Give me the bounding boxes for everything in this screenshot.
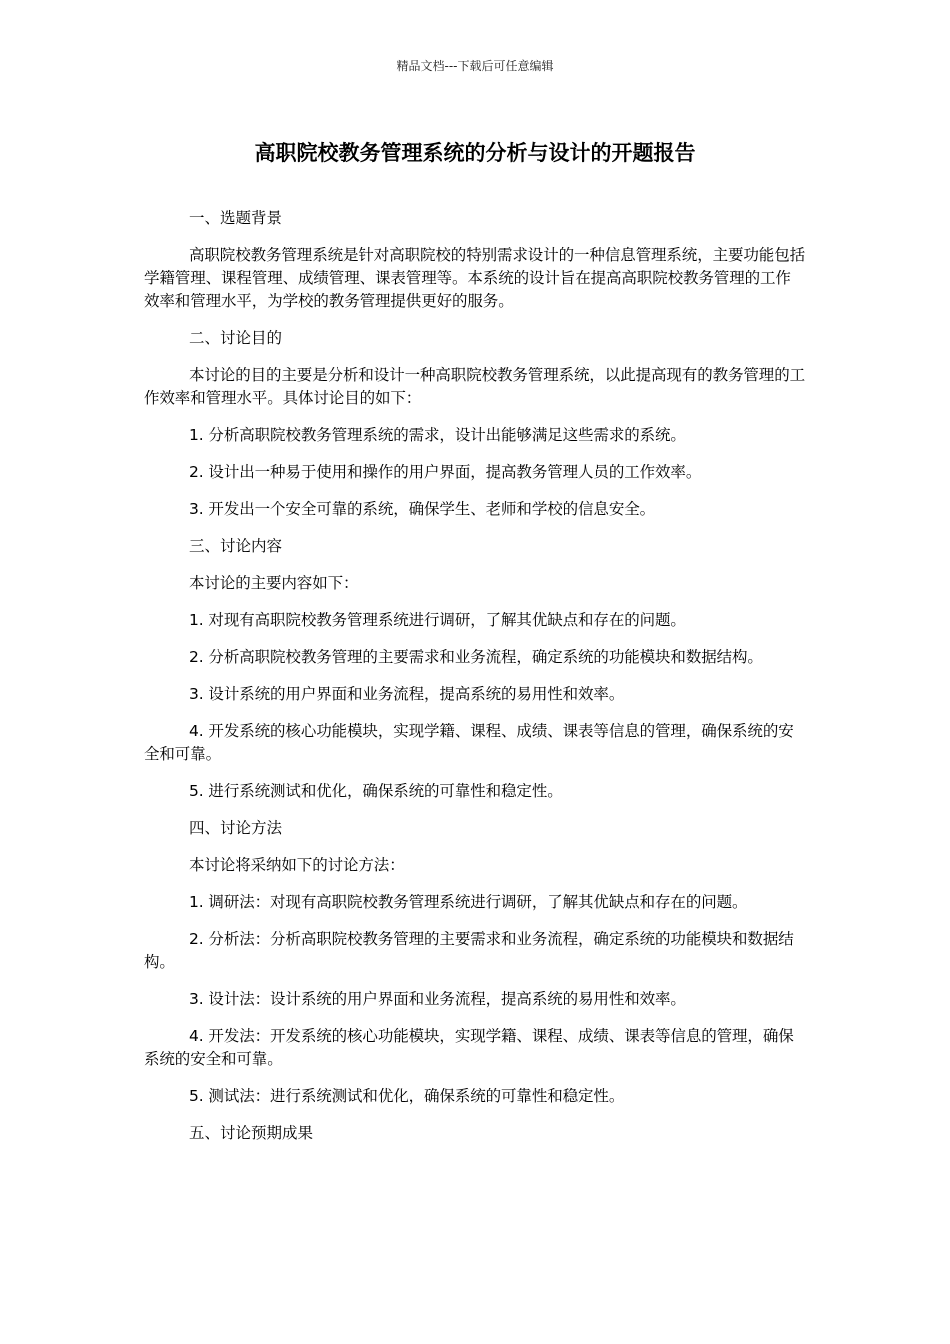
paragraph: 本讨论的目的主要是分析和设计一种高职院校教务管理系统，以此提高现有的教务管理的工作效率和管理水平。具体讨论目的如下： (144, 366, 806, 407)
list-item: 4. 开发法：开发系统的核心功能模块，实现学籍、课程、成绩、课表等信息的管理，确保系统的安全和可靠。 (144, 1027, 794, 1068)
document-title: 高职院校教务管理系统的分析与设计的开题报告 (254, 141, 696, 165)
list-item: 3. 设计系统的用户界面和业务流程，提高系统的易用性和效率。 (189, 685, 625, 703)
list-item: 2. 分析法：分析高职院校教务管理的主要需求和业务流程，确定系统的功能模块和数据结构。 (144, 930, 794, 971)
list-item: 3. 开发出一个安全可靠的系统，确保学生、老师和学校的信息安全。 (189, 500, 656, 518)
list-item: 2. 设计出一种易于使用和操作的用户界面，提高教务管理人员的工作效率。 (189, 463, 702, 481)
section-heading-background: 一、选题背景 (189, 209, 283, 227)
list-item: 1. 分析高职院校教务管理系统的需求，设计出能够满足这些需求的系统。 (189, 426, 686, 444)
list-item: 1. 对现有高职院校教务管理系统进行调研，了解其优缺点和存在的问题。 (189, 611, 686, 629)
document-body (144, 207, 806, 1159)
section-heading-methods: 四、讨论方法 (189, 819, 283, 837)
paragraph: 高职院校教务管理系统是针对高职院校的特别需求设计的一种信息管理系统，主要功能包括学籍管理、课程管理、成绩管理、课表管理等。本系统的设计旨在提高高职院校教务管理的工作效率和管理水平，为学校的教务管理提供更好的服务。 (144, 246, 806, 310)
section-heading-purpose: 二、讨论目的 (189, 329, 283, 347)
paragraph: 本讨论的主要内容如下： (189, 574, 359, 592)
page-header-note: 精品文档---下载后可任意编辑 (396, 59, 554, 73)
section-heading-expected-results: 五、讨论预期成果 (189, 1124, 314, 1142)
list-item: 3. 设计法：设计系统的用户界面和业务流程，提高系统的易用性和效率。 (189, 990, 686, 1008)
paragraph: 本讨论将采纳如下的讨论方法： (189, 856, 405, 874)
list-item: 4. 开发系统的核心功能模块，实现学籍、课程、成绩、课表等信息的管理，确保系统的安全和可靠。 (144, 722, 794, 763)
list-item: 2. 分析高职院校教务管理的主要需求和业务流程，确定系统的功能模块和数据结构。 (189, 648, 763, 666)
list-item: 1. 调研法：对现有高职院校教务管理系统进行调研，了解其优缺点和存在的问题。 (189, 893, 748, 911)
list-item: 5. 测试法：进行系统测试和优化，确保系统的可靠性和稳定性。 (189, 1087, 625, 1105)
section-heading-content: 三、讨论内容 (189, 537, 283, 555)
list-item: 5. 进行系统测试和优化，确保系统的可靠性和稳定性。 (189, 782, 563, 800)
